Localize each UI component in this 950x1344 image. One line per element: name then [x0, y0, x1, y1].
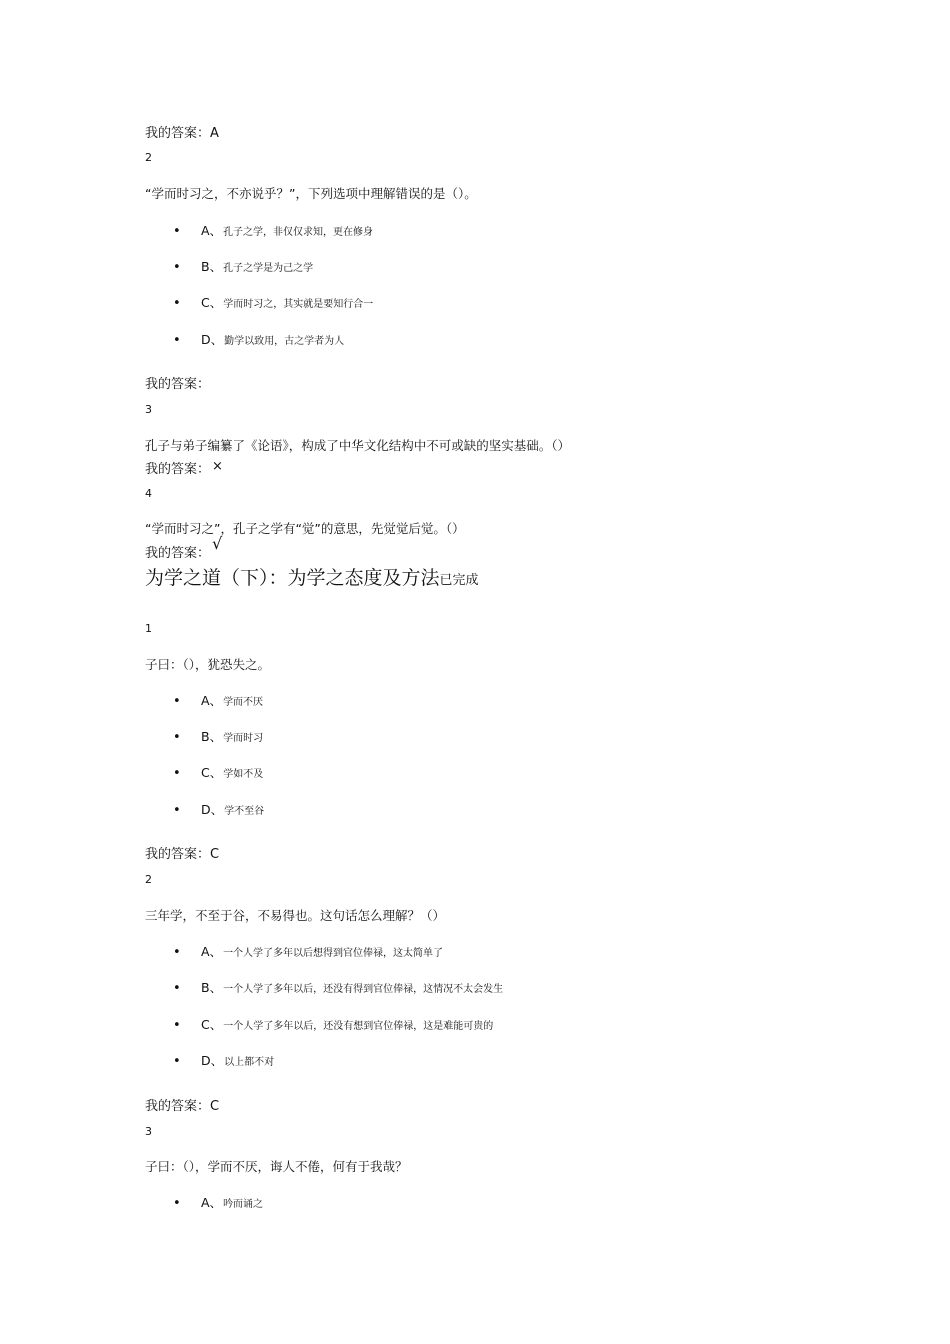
- option-letter: A、: [201, 693, 223, 708]
- option-letter: B、: [201, 259, 223, 274]
- bullet-icon: •: [173, 260, 181, 275]
- option-letter: C、: [201, 295, 223, 310]
- answer-value: C: [210, 1099, 220, 1114]
- option-item: [173, 1051, 274, 1069]
- question-text: “学而时习之，不亦说乎？”，下列选项中理解错误的是（）。: [145, 186, 477, 201]
- option-item: [173, 800, 264, 818]
- option-letter: C、: [201, 765, 223, 780]
- answer-line: [145, 373, 210, 392]
- answer-line: [145, 534, 223, 561]
- bullet-icon: •: [173, 1018, 181, 1033]
- bullet-icon: •: [173, 766, 181, 781]
- option-letter: A、: [201, 1195, 223, 1210]
- option-text: 学而不厌: [223, 697, 264, 708]
- question-number: 1: [145, 622, 152, 635]
- question-text: 子曰：（），犹恐失之。: [145, 657, 271, 672]
- question-number: 3: [145, 403, 152, 416]
- option-item: [173, 942, 443, 960]
- bullet-icon: •: [173, 694, 181, 709]
- question-text: 三年学，不至于谷，不易得也。这句话怎么理解？（）: [145, 908, 446, 923]
- option-text: 一个人学了多年以后想得到官位俸禄，这太简单了: [223, 948, 444, 959]
- bullet-icon: •: [173, 1196, 181, 1211]
- option-letter: B、: [201, 980, 223, 995]
- answer-label: 我的答案：: [145, 126, 211, 141]
- option-text: 一个人学了多年以后，还没有想到官位俸禄，这是难能可贵的: [223, 1021, 494, 1032]
- question-number: 2: [145, 151, 152, 164]
- bullet-icon: •: [173, 730, 181, 745]
- option-text: 吟而诵之: [223, 1199, 264, 1210]
- option-item: [173, 763, 263, 781]
- option-text: 孔子之学是为己之学: [223, 263, 314, 274]
- bullet-icon: •: [173, 945, 181, 960]
- question-text: 孔子与弟子编纂了《论语》，构成了中华文化结构中不可或缺的坚实基础。（）: [145, 438, 571, 453]
- option-text: 学而时习: [223, 733, 264, 744]
- option-text: 学不至谷: [224, 806, 265, 817]
- question-number: 2: [145, 873, 152, 886]
- option-text: 一个人学了多年以后，还没有得到官位俸禄，这情况不太会发生: [223, 984, 504, 995]
- question-number: 3: [145, 1125, 152, 1138]
- option-item: [173, 691, 263, 709]
- answer-line: [145, 843, 219, 862]
- option-item: [173, 257, 313, 275]
- option-item: [173, 221, 373, 239]
- answer-label: 我的答案：: [145, 1099, 211, 1114]
- option-text: 学如不及: [223, 769, 264, 780]
- option-letter: D、: [201, 1053, 224, 1068]
- option-item: [173, 1015, 493, 1033]
- section-title: [145, 563, 479, 590]
- bullet-icon: •: [173, 333, 181, 348]
- question-number: 4: [145, 487, 152, 500]
- option-letter: A、: [201, 223, 223, 238]
- answer-line: [145, 458, 223, 477]
- option-item: [173, 978, 503, 996]
- answer-label: 我的答案：: [145, 377, 211, 392]
- option-letter: B、: [201, 729, 223, 744]
- checkmark-icon: √: [212, 534, 223, 553]
- option-text: 孔子之学，非仅仅求知，更在修身: [223, 227, 374, 238]
- answer-label: 我的答案：: [145, 847, 211, 862]
- question-text: “学而时习之”，孔子之学有“觉”的意思，先觉觉后觉。（）: [145, 521, 465, 536]
- option-text: 勤学以致用，古之学者为人: [224, 336, 345, 347]
- option-item: [173, 1193, 263, 1211]
- option-text: 学而时习之，其实就是要知行合一: [223, 299, 374, 310]
- bullet-icon: •: [173, 1054, 181, 1069]
- option-letter: D、: [201, 802, 224, 817]
- option-letter: D、: [201, 332, 224, 347]
- option-text: 以上都不对: [224, 1057, 275, 1068]
- answer-line: [145, 1095, 219, 1114]
- answer-value: A: [210, 126, 219, 141]
- bullet-icon: •: [173, 224, 181, 239]
- section-title-text: 为学之道（下）：为学之态度及方法: [145, 567, 440, 589]
- answer-value: C: [210, 847, 220, 862]
- bullet-icon: •: [173, 981, 181, 996]
- answer-label: 我的答案：: [145, 462, 211, 477]
- option-item: [173, 727, 263, 745]
- section-status: 已完成: [439, 573, 479, 588]
- answer-line: [145, 122, 219, 141]
- cross-icon: ×: [212, 459, 223, 474]
- bullet-icon: •: [173, 296, 181, 311]
- bullet-icon: •: [173, 803, 181, 818]
- option-letter: A、: [201, 944, 223, 959]
- option-letter: C、: [201, 1017, 223, 1032]
- answer-label: 我的答案：: [145, 546, 211, 561]
- option-item: [173, 330, 344, 348]
- option-item: [173, 293, 373, 311]
- question-text: 子曰：（），学而不厌，诲人不倦，何有于我哉？: [145, 1159, 408, 1174]
